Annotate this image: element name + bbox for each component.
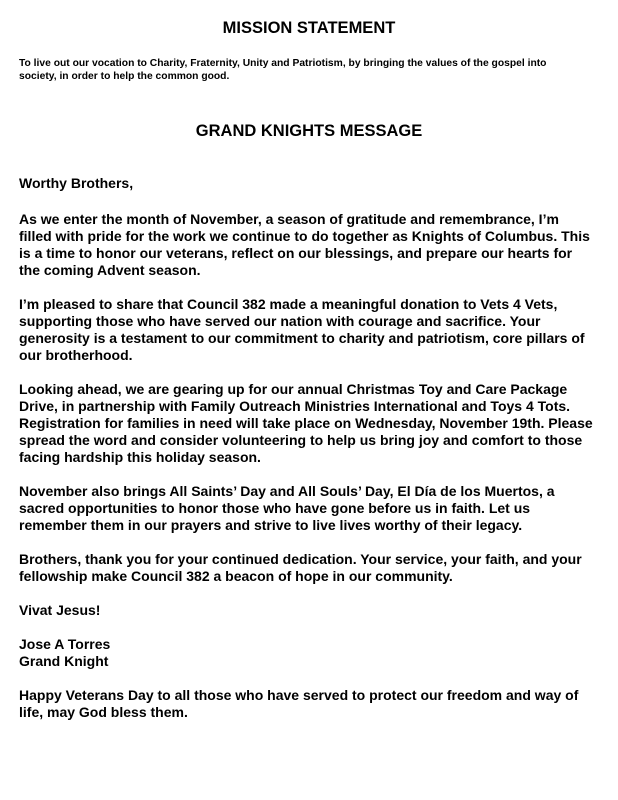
text-line: the coming Advent season. — [19, 262, 201, 278]
text-line: I’m pleased to share that Council 382 made a meaningful donation to Vets 4 Vets, — [19, 296, 558, 312]
paragraph-november — [19, 211, 593, 279]
text-line: Brothers, thank you for your continued dedication. Your service, your faith, and your — [19, 551, 582, 567]
mission-statement-title: MISSION STATEMENT — [222, 19, 396, 37]
text-line: supporting those who have served our nation with courage and sacrifice. Your — [19, 313, 541, 329]
veterans-day-note — [19, 687, 593, 721]
text-line: our brotherhood. — [19, 347, 133, 363]
text-line: Grand Knight — [19, 653, 109, 669]
mission-line: society, in order to help the common good. — [19, 71, 230, 82]
paragraph-donation — [19, 296, 593, 364]
text-line: As we enter the month of November, a season of gratitude and remembrance, I’m — [19, 211, 559, 227]
paragraph-toy-drive — [19, 381, 593, 466]
text-line: is a time to honor our veterans, reflect on our blessings, and prepare our hearts for — [19, 245, 573, 261]
closing — [19, 602, 593, 619]
text-line: Looking ahead, we are gearing up for our annual Christmas Toy and Care Package — [19, 381, 568, 397]
text-line: life, may God bless them. — [19, 704, 188, 720]
signature — [19, 636, 593, 670]
paragraph-thanks — [19, 551, 593, 585]
text-line: Registration for families in need will take place on Wednesday, November 19th. Please — [19, 415, 593, 431]
mission-statement-text — [19, 57, 546, 83]
greeting: Worthy Brothers, — [19, 175, 134, 191]
text-line: sacred opportunities to honor those who have gone before us in faith. Let us — [19, 500, 531, 516]
text-line: Happy Veterans Day to all those who have served to protect our freedom and way of — [19, 687, 579, 703]
text-line: November also brings All Saints’ Day and All Souls’ Day, El Día de los Muertos, a — [19, 483, 555, 499]
grand-knights-message-title: GRAND KNIGHTS MESSAGE — [195, 122, 423, 140]
text-line: Jose A Torres — [19, 636, 111, 652]
text-line: generosity is a testament to our commitment to charity and patriotism, core pillars of — [19, 330, 585, 346]
text-line: remember them in our prayers and strive to live lives worthy of their legacy. — [19, 517, 523, 533]
text-line: Vivat Jesus! — [19, 602, 101, 618]
mission-line: To live out our vocation to Charity, Fraternity, Unity and Patriotism, by bringing the values of the gospel into — [19, 58, 547, 69]
text-line: facing hardship this holiday season. — [19, 449, 261, 465]
text-line: filled with pride for the work we continue to do together as Knights of Columbus. This — [19, 228, 590, 244]
text-line: spread the word and consider volunteering to help us bring joy and comfort to those — [19, 432, 583, 448]
text-line: fellowship make Council 382 a beacon of hope in our community. — [19, 568, 453, 584]
text-line: Drive, in partnership with Family Outreach Ministries International and Toys 4 Tots. — [19, 398, 571, 414]
message-body — [19, 175, 593, 738]
paragraph-all-saints — [19, 483, 593, 534]
